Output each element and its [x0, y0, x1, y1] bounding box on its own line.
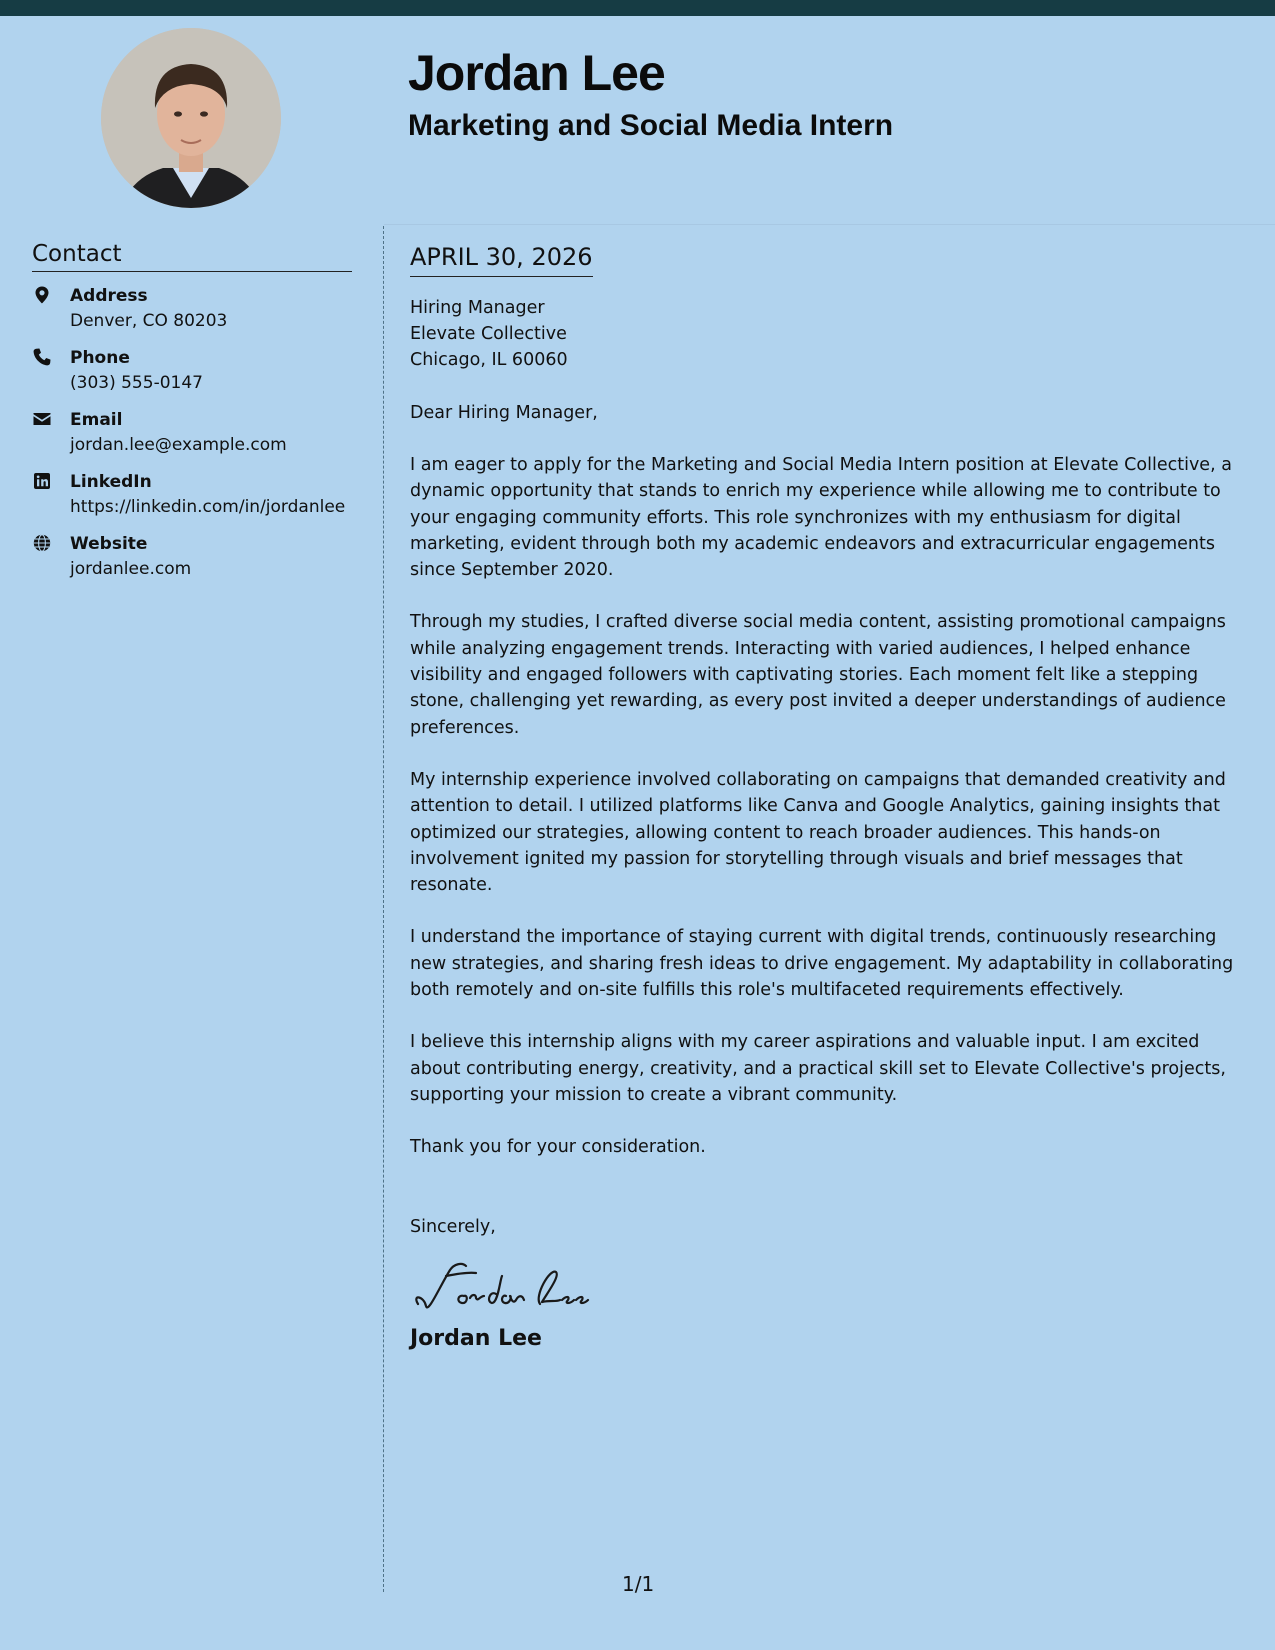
closing: Sincerely, — [410, 1216, 496, 1237]
letter-paragraph: I am eager to apply for the Marketing and Social Media Intern position at Elevate Collective, a dynamic opportunity that stands to enrich my experience while allowing me to contribute to your engaging community efforts. This role synchronizes with my enthusiasm for digital marketing, evident through both my academic endeavors and extracurricular engagements since September 2020. — [410, 454, 1232, 581]
letter-date: APRIL 30, 2026 — [410, 243, 593, 277]
contact-heading: Contact — [32, 240, 352, 272]
globe-icon — [32, 533, 54, 555]
letter-paragraph: I believe this internship aligns with my career aspirations and valuable input. I am excited about contributing energy, creativity, and a practical skill set to Elevate Collective's projects, supporting your mission to create a vibrant community. — [410, 1032, 1226, 1105]
contact-value: https://linkedin.com/in/jordanlee — [70, 496, 346, 517]
contact-website — [32, 532, 352, 582]
contact-value: jordanlee.com — [70, 558, 192, 579]
recipient-line: Hiring Manager — [410, 297, 545, 318]
contact-label: Website — [70, 533, 148, 554]
letter-paragraph: Through my studies, I crafted diverse social media content, assisting promotional campaigns while analyzing engagement trends. Interacting with varied audiences, I helped enhance visibility and engaged followers with captivating stories. Each moment felt like a stepping stone, challenging yet rewarding, as every post invited a deeper understandings of audience preferences. — [410, 612, 1226, 738]
applicant-name: Jordan Lee — [408, 45, 665, 101]
contact-value: Denver, CO 80203 — [70, 310, 228, 331]
contact-email — [32, 408, 352, 458]
recipient-line: Elevate Collective — [410, 324, 567, 345]
phone-icon — [32, 347, 54, 369]
linkedin-icon — [32, 471, 54, 493]
letter-paragraph: Thank you for your consideration. — [410, 1137, 706, 1158]
handwritten-signature — [410, 1256, 1240, 1316]
avatar — [101, 28, 281, 208]
contact-address — [32, 284, 352, 334]
envelope-icon — [32, 409, 54, 431]
portrait-photo — [101, 28, 281, 208]
top-accent-bar — [0, 0, 1275, 16]
contact-linkedin — [32, 470, 352, 520]
contact-value: (303) 555-0147 — [70, 372, 203, 393]
letter-paragraph: I understand the importance of staying current with digital trends, continuously researching new strategies, and sharing fresh ideas to drive engagement. My adaptability in collaborating both remotely and on-site fulfills this role's multifaceted requirements effectively. — [410, 927, 1234, 1001]
recipient-line: Chicago, IL 60060 — [410, 350, 568, 371]
location-pin-icon — [32, 285, 54, 307]
salutation: Dear Hiring Manager, — [410, 402, 598, 423]
header-divider — [384, 224, 1275, 225]
contact-sidebar — [32, 240, 352, 594]
contact-value: jordan.lee@example.com — [70, 434, 287, 455]
column-divider — [383, 226, 384, 1592]
letter-paragraph: My internship experience involved collaborating on campaigns that demanded creativity and attention to detail. I utilized platforms like Canva and Google Analytics, gaining insights that optimized our strategies, allowing content to reach broader audiences. This hands-on involvement ignited my passion for storytelling through visuals and brief messages that resonate. — [410, 769, 1226, 896]
signer-name: Jordan Lee — [410, 1325, 542, 1351]
contact-label: Phone — [70, 347, 130, 368]
contact-label: Email — [70, 409, 123, 430]
job-title: Marketing and Social Media Intern — [408, 109, 894, 142]
page-number: 1/1 — [622, 1572, 655, 1596]
recipient-block — [410, 295, 1240, 374]
contact-label: LinkedIn — [70, 471, 152, 492]
letter-body — [410, 243, 1240, 1352]
contact-phone — [32, 346, 352, 396]
contact-label: Address — [70, 285, 148, 306]
